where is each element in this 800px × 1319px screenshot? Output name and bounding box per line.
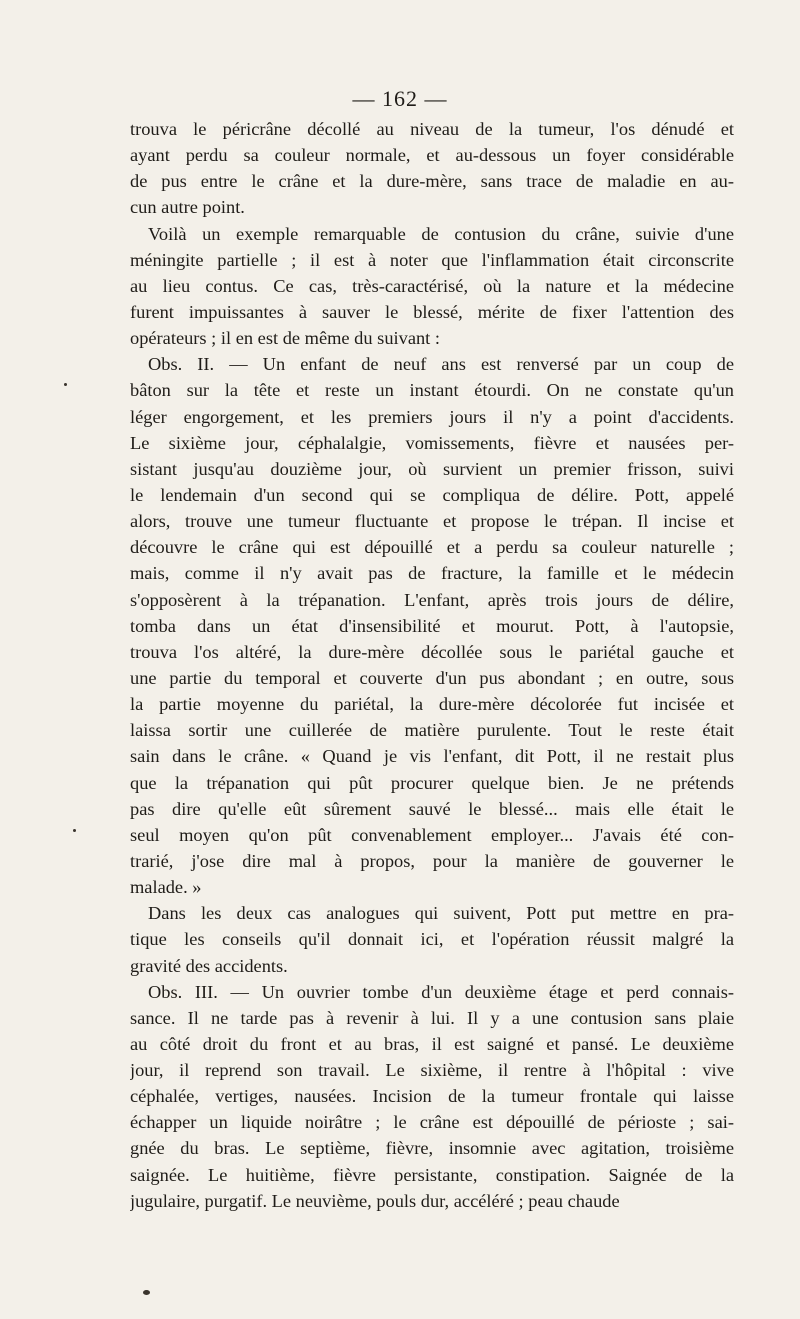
text-line: opérateurs ; il en est de même du suivant :: [130, 328, 441, 349]
text-line: cun autre point.: [130, 197, 245, 218]
text-line: gnée du bras. Le septième, fièvre, insomnie avec agitation, troisième: [130, 1138, 734, 1159]
text-line: Dans les deux cas analogues qui suivent, Pott put mettre en pra-: [148, 903, 734, 924]
text-line: sain dans le crâne. « Quand je vis l'enfant, dit Pott, il ne restait plus: [130, 746, 734, 767]
ink-speck: [143, 1290, 150, 1295]
text-line: que la trépanation qui pût procurer quelque bien. Je ne prétends: [130, 772, 734, 793]
text-line: saignée. Le huitième, fièvre persistante, constipation. Saignée de la: [130, 1164, 734, 1185]
body-text: [130, 116, 734, 1214]
text-line: Obs. III. — Un ouvrier tombe d'un deuxième étage et perd connais-: [148, 981, 734, 1002]
text-line: découvre le crâne qui est dépouillé et a perdu sa couleur naturelle ;: [130, 537, 734, 558]
text-line: sance. Il ne tarde pas à revenir à lui. Il y a une contusion sans plaie: [130, 1007, 734, 1028]
text-line: le lendemain d'un second qui se compliqua de délire. Pott, appelé: [130, 484, 734, 505]
text-line: Voilà un exemple remarquable de contusion du crâne, suivie d'une: [148, 223, 734, 244]
text-line: malade. »: [130, 877, 202, 898]
text-line: une partie du temporal et couverte d'un pus abondant ; en outre, sous: [130, 667, 734, 688]
text-line: de pus entre le crâne et la dure-mère, sans trace de maladie en au-: [130, 171, 734, 192]
text-line: céphalée, vertiges, nausées. Incision de la tumeur frontale qui laisse: [130, 1086, 734, 1107]
text-line: sistant jusqu'au douzième jour, où survient un premier frisson, suivi: [130, 458, 734, 479]
page-number: — 162 —: [352, 86, 448, 111]
text-line: trouva le péricrâne décollé au niveau de la tumeur, l'os dénudé et: [130, 119, 734, 139]
text-line: s'opposèrent à la trépanation. L'enfant, après trois jours de délire,: [130, 589, 734, 610]
text-line: la partie moyenne du pariétal, la dure-mère décolorée fut incisée et: [130, 694, 734, 715]
ink-speck: [73, 829, 76, 832]
text-line: gravité des accidents.: [130, 955, 288, 976]
text-line: furent impuissantes à sauver le blessé, mérite de fixer l'attention des: [130, 301, 734, 322]
text-line: jour, il reprend son travail. Le sixième, il rentre à l'hôpital : vive: [130, 1060, 734, 1081]
text-line: Obs. II. — Un enfant de neuf ans est renversé par un coup de: [148, 354, 734, 375]
text-line: échapper un liquide noirâtre ; le crâne est dépouillé de périoste ; sai-: [130, 1112, 734, 1133]
text-line: seul moyen qu'on pût convenablement employer... J'avais été con-: [130, 824, 734, 845]
text-line: trarié, j'ose dire mal à propos, pour la manière de gouverner le: [130, 850, 734, 871]
text-line: jugulaire, purgatif. Le neuvième, pouls dur, accéléré ; peau chaude: [130, 1190, 620, 1211]
text-line: léger engorgement, et les premiers jours il n'y a point d'accidents.: [130, 406, 734, 427]
text-line: alors, trouve une tumeur fluctuante et propose le trépan. Il incise et: [130, 511, 734, 532]
text-line: mais, comme il n'y avait pas de fracture, la famille et le médecin: [130, 563, 734, 584]
text-line: ayant perdu sa couleur normale, et au-dessous un foyer considérable: [130, 145, 734, 166]
text-line: pas dire qu'elle eût sûrement sauvé le blessé... mais elle était le: [130, 798, 734, 819]
text-line: trouva l'os altéré, la dure-mère décollée sous le pariétal gauche et: [130, 641, 734, 662]
text-line: tomba dans un état d'insensibilité et mourut. Pott, à l'autopsie,: [130, 615, 734, 636]
text-line: bâton sur la tête et reste un instant étourdi. On ne constate qu'un: [130, 380, 734, 401]
text-line: tique les conseils qu'il donnait ici, et l'opération réussit malgré la: [130, 929, 734, 950]
text-line: au côté droit du front et au bras, il est saigné et pansé. Le deuxième: [130, 1033, 734, 1054]
text-line: méningite partielle ; il est à noter que l'inflammation était circonscrite: [130, 249, 734, 270]
text-line: au lieu contus. Ce cas, très-caractérisé, où la nature et la médecine: [130, 275, 734, 296]
ink-speck: [64, 383, 67, 386]
text-line: Le sixième jour, céphalalgie, vomissements, fièvre et nausées per-: [130, 432, 734, 453]
text-line: laissa sortir une cuillerée de matière purulente. Tout le reste était: [130, 720, 734, 741]
